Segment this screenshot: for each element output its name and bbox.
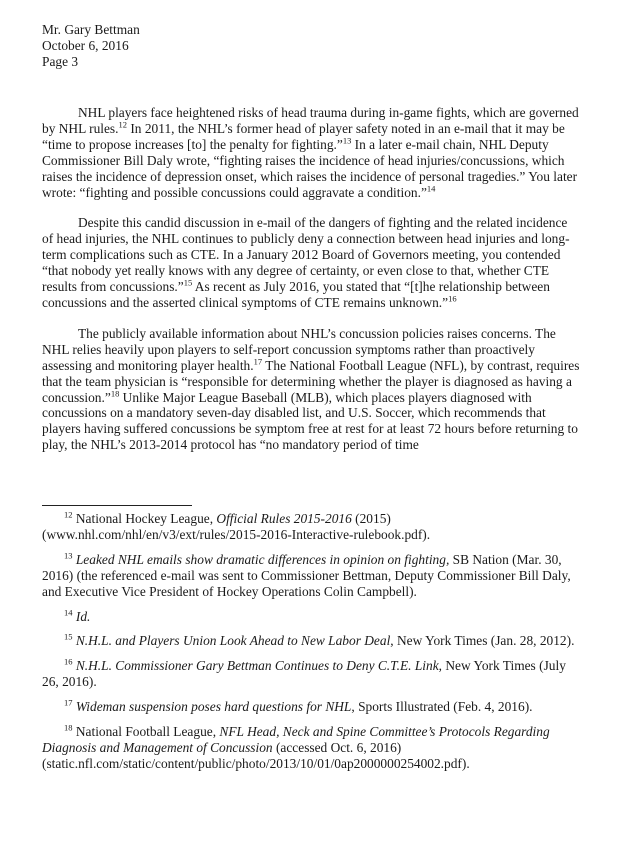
- recipient-name: Mr. Gary Bettman: [42, 22, 140, 37]
- footnote-reference: 14: [426, 183, 436, 194]
- footnote-number: 18: [64, 722, 73, 733]
- text-run: NHL players face heightened risks of head trauma during in-game fights, which are governed by NHL rules.: [42, 105, 579, 136]
- text-run: The publicly available information about NHL’s concussion policies raises concerns. The NHL relies heavily upon players to self-report concussion symptoms rather than proactively assessing and monitoring player health.: [42, 325, 556, 373]
- footnote-reference: 13: [342, 135, 352, 146]
- letter-date: October 6, 2016: [42, 38, 129, 53]
- footnote: [42, 699, 580, 715]
- body-paragraph: [42, 326, 580, 453]
- text-run: (accessed Oct. 6, 2016) (static.nfl.com/static/content/public/photo/2013/10/01/0ap2000000254002.pdf).: [42, 739, 470, 771]
- text-run: Unlike Major League Baseball (MLB), which places players diagnosed with concussions on a mandatory seven-day disabled list, and U.S. Soccer, which recommends that players having suffered concussions be symptom free at rest for at least 72 hours before returning to play, the NHL’s 2013-2014 protocol has “no mandatory period of time: [42, 389, 578, 453]
- footnote-number: 12: [64, 509, 73, 520]
- citation-title: Wideman suspension poses hard questions for NHL: [75, 699, 352, 715]
- footnote-number: 16: [64, 656, 73, 667]
- citation-title: NFL Head, Neck and Spine Committee’s Protocols Regarding Diagnosis and Management of Concussion: [42, 724, 550, 755]
- footnote: [42, 609, 580, 625]
- text-run: The National Football League (NFL), by contrast, requires that the team physician is “responsible for determining whether the player is diagnosed as having a concussion.”: [42, 357, 580, 405]
- footnote-reference: 12: [118, 119, 127, 130]
- footnote: [42, 511, 580, 543]
- text-run: (2015) (www.nhl.com/nhl/en/v3/ext/rules/2015-2016-Interactive-rulebook.pdf).: [42, 511, 431, 542]
- body-paragraph: [42, 105, 580, 200]
- text-run: SB Nation (Mar. 30, 2016) (the referenced e-mail was sent to Commissioner Bettman, Deputy Commissioner Bill Daly, and Executive Vice President of Hockey Operations Colin Campbell).: [42, 551, 571, 599]
- footnote-number: 17: [64, 697, 73, 708]
- body-paragraph: [42, 215, 580, 310]
- citation-title: Id.: [75, 608, 91, 624]
- citation-title: N.H.L. and Players Union Look Ahead to New Labor Deal: [75, 633, 391, 649]
- citation-title: N.H.L. Commissioner Gary Bettman Continues to Deny C.T.E. Link: [75, 658, 439, 674]
- footnote-number: 13: [64, 550, 73, 561]
- footnote-reference: 17: [253, 356, 263, 367]
- text-run: , Sports Illustrated (Feb. 4, 2016).: [351, 699, 533, 715]
- footnote: [42, 633, 580, 649]
- text-run: National Hockey League,: [75, 511, 217, 526]
- text-run: , New York Times (July 26, 2016).: [42, 658, 566, 690]
- footnote: [42, 658, 580, 690]
- footnote: [42, 724, 580, 772]
- footnote-number: 15: [64, 631, 73, 642]
- page-number: Page 3: [42, 54, 79, 69]
- letter-header: [42, 22, 580, 70]
- footnotes-section: [42, 505, 580, 781]
- footnote-reference: 15: [183, 277, 193, 288]
- footnote-reference: 18: [110, 388, 120, 399]
- footnote-reference: 16: [448, 293, 457, 304]
- letter-body: [42, 105, 580, 453]
- text-run: National Football League,: [75, 724, 220, 740]
- footnote: [42, 552, 580, 600]
- footnote-divider: [42, 505, 192, 506]
- text-run: In a later e-mail chain, NHL Deputy Commissioner Bill Daly wrote, “fighting raises the incidence of head injuries/concussions, which raises the incidence of depression onset, which raises the incidence of personal tragedies.” You later wrote: “fighting and possible concussions could aggravate a condition.”: [42, 136, 578, 200]
- text-run: Despite this candid discussion in e-mail of the dangers of fighting and the related incidence of head injuries, the NHL continues to publicly deny a connection between head injuries and long-term complications such as CTE. In a January 2012 Board of Governors meeting, you contended “that nobody yet really knows with any degree of certainty, or even close to that, whether CTE results from concussions.”: [42, 215, 570, 295]
- text-run: In 2011, the NHL’s former head of player safety noted in an e-mail that it may be “time to propose increases [to] the penalty for fighting.”: [42, 120, 565, 152]
- citation-title: Leaked NHL emails show dramatic differences in opinion on fighting,: [75, 551, 450, 567]
- footnote-list: [42, 511, 580, 772]
- text-run: As recent as July 2016, you stated that “[t]he relationship between concussions and the asserted clinical symptoms of CTE remains unknown.”: [42, 279, 550, 310]
- footnote-number: 14: [64, 607, 73, 618]
- text-run: , New York Times (Jan. 28, 2012).: [390, 633, 575, 649]
- citation-title: Official Rules 2015-2016: [216, 511, 352, 526]
